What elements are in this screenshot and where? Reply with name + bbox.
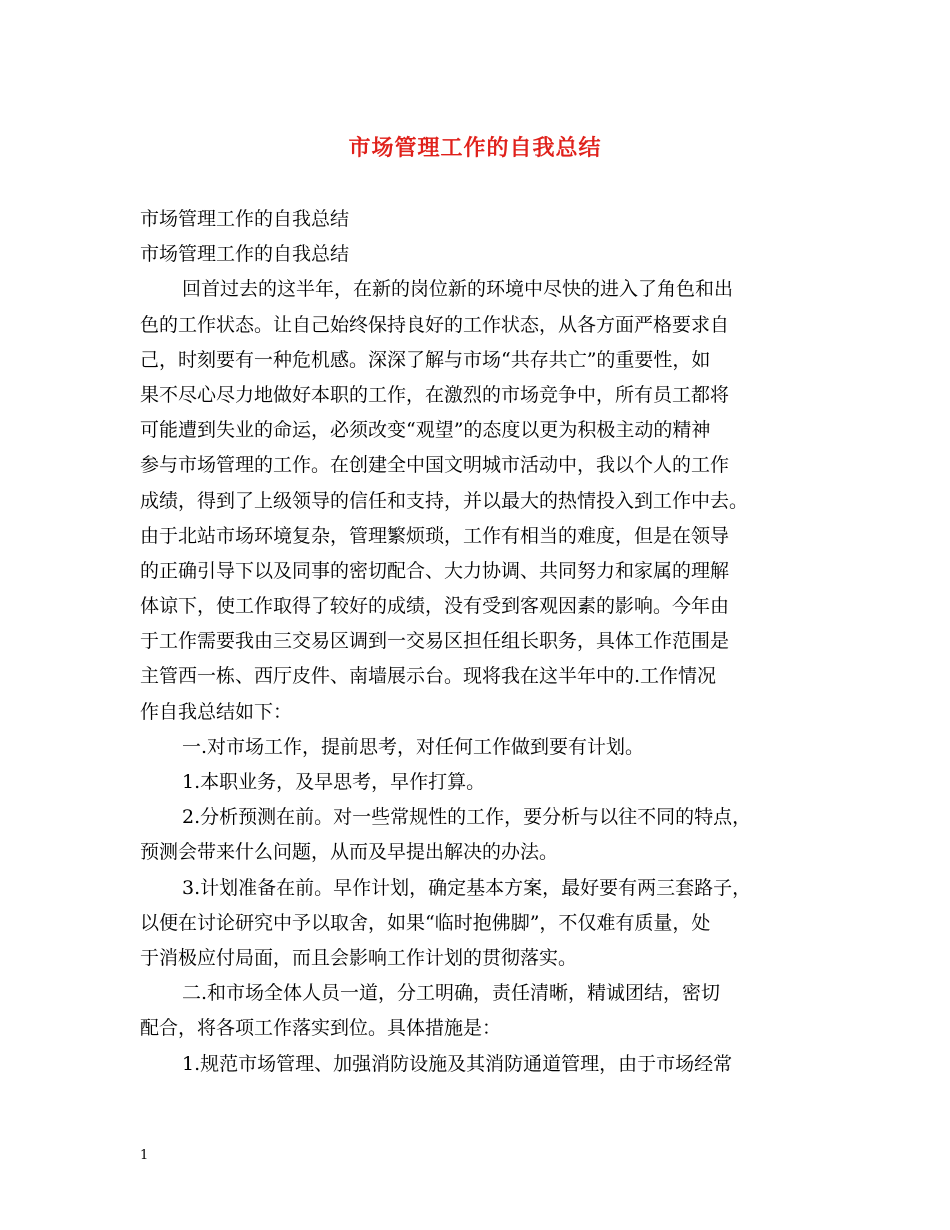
text-line: 市场管理工作的自我总结 (140, 243, 350, 266)
text-line: 市场管理工作的自我总结 (140, 208, 350, 230)
text-line: 可能遭到失业的命运，必须改变“观望”的态度以更为积极主动的精神 (140, 419, 711, 442)
text-line: 色的工作状态。让自己始终保持良好的工作状态，从各方面严格要求自 (140, 313, 730, 336)
text-line: 一.对市场工作，提前思考，对任何工作做到要有计划。 (182, 735, 645, 758)
text-line: 1.本职业务，及早思考，早作打算。 (182, 771, 486, 793)
text-line: 预测会带来什么问题，从而及早提出解决的办法。 (140, 841, 559, 864)
text-line: 体谅下，使工作取得了较好的成绩，没有受到客观因素的影响。今年由 (140, 595, 730, 618)
document-title: 市场管理工作的自我总结 (348, 135, 602, 161)
text-line: 3.计划准备在前。早作计划，确定基本方案，最好要有两三套路子， (182, 876, 752, 899)
text-line: 二.和市场全体人员一道，分工明确，责任清晰，精诚团结，密切 (182, 982, 721, 1005)
text-line: 作自我总结如下： (140, 700, 293, 723)
text-line: 由于北站市场环境复杂，管理繁烦琐，工作有相当的难度，但是在领导 (140, 524, 730, 547)
text-line: 于工作需要我由三交易区调到一交易区担任组长职务，具体工作范围是 (140, 630, 730, 653)
document-body (140, 202, 840, 1082)
text-line: 配合，将各项工作落实到位。具体措施是： (140, 1017, 502, 1040)
page-number: 1 (140, 1148, 149, 1163)
text-line: 己，时刻要有一种危机感。深深了解与市场“共存共亡”的重要性，如 (140, 348, 711, 371)
text-line: 回首过去的这半年，在新的岗位新的环境中尽快的进入了角色和出 (182, 278, 734, 301)
text-line: 1.规范市场管理、加强消防设施及其消防通道管理，由于市场经常 (182, 1052, 733, 1075)
text-line: 成绩，得到了上级领导的信任和支持，并以最大的热情投入到工作中去。 (140, 489, 749, 512)
text-line: 2.分析预测在前。对一些常规性的工作，要分析与以往不同的特点， (182, 806, 752, 829)
text-line: 于消极应付局面，而且会影响工作计划的贯彻落实。 (140, 946, 578, 969)
text-line: 的正确引导下以及同事的密切配合、大力协调、共同努力和家属的理解 (140, 559, 730, 582)
text-line: 主管西一栋、西厅皮件、南墙展示台。现将我在这半年中的.工作情况 (140, 665, 717, 688)
text-line: 果不尽心尽力地做好本职的工作，在激烈的市场竞争中，所有员工都将 (140, 383, 730, 406)
text-line: 以便在讨论研究中予以取舍，如果“临时抱佛脚”，不仅难有质量，处 (140, 911, 711, 934)
text-line: 参与市场管理的工作。在创建全中国文明城市活动中，我以个人的工作 (140, 454, 730, 477)
